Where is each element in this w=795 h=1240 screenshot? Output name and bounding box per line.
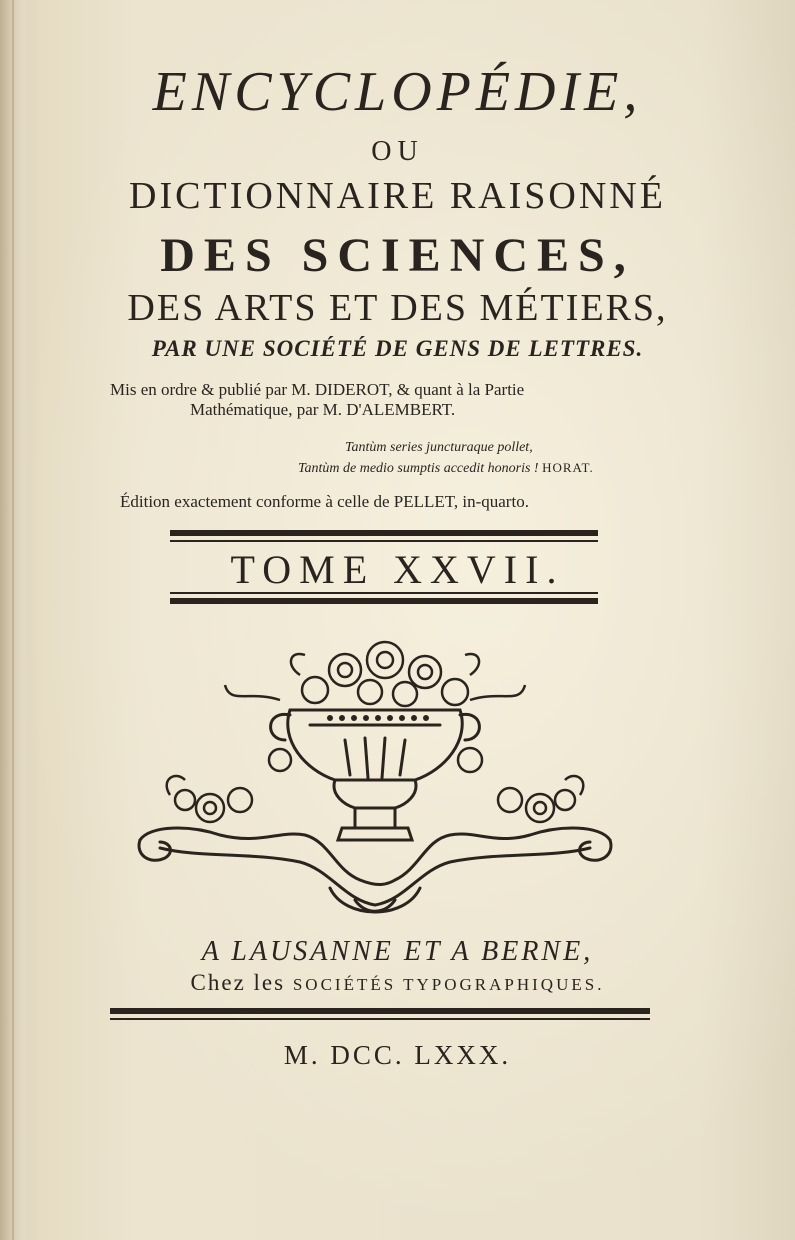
subtitle-sciences: DES SCIENCES, bbox=[160, 229, 635, 282]
rule-bottom-thick bbox=[170, 598, 598, 604]
editors-line-2: Mathématique, par M. D'ALEMBERT. bbox=[190, 400, 456, 419]
subtitle-dictionnaire: DICTIONNAIRE RAISONNÉ bbox=[129, 175, 666, 217]
imprint-rule-thick bbox=[110, 1008, 650, 1014]
editors-line-1: Mis en ordre & publié par M. DIDEROT, & quant à la Partie bbox=[110, 380, 525, 399]
rule-top-thick bbox=[170, 530, 598, 536]
authors-line: PAR UNE SOCIÉTÉ DE GENS DE LETTRES. bbox=[151, 336, 644, 361]
urn-vignette bbox=[130, 630, 620, 930]
epigraph-text-2: Tantùm de medio sumptis accedit honoris ! bbox=[298, 461, 539, 476]
imprint-rule-thin bbox=[110, 1018, 650, 1020]
imprint-year: M. DCC. LXXX. bbox=[283, 1040, 512, 1070]
imprint-place: A LAUSANNE ET A BERNE, bbox=[201, 936, 594, 967]
volume-number: TOME XXVII. bbox=[230, 547, 565, 592]
rule-bottom-thin bbox=[170, 592, 598, 594]
title-conjunction: OU bbox=[371, 136, 424, 167]
rule-top-thin bbox=[170, 540, 598, 542]
epigraph-line-2 bbox=[298, 460, 758, 477]
publisher-prefix: Chez les bbox=[190, 970, 286, 995]
epigraph-author: HORAT. bbox=[542, 460, 594, 475]
epigraph-line-1: Tantùm series juncturaque pollet, bbox=[345, 440, 533, 455]
book-title: ENCYCLOPÉDIE, bbox=[152, 61, 643, 123]
publisher-name: SOCIÉTÉS TYPOGRAPHIQUES. bbox=[292, 975, 605, 994]
edition-note: Édition exactement conforme à celle de PELLET, in-quarto. bbox=[120, 492, 529, 511]
subtitle-arts: DES ARTS ET DES MÉTIERS, bbox=[127, 287, 668, 329]
imprint-publisher bbox=[0, 970, 795, 996]
